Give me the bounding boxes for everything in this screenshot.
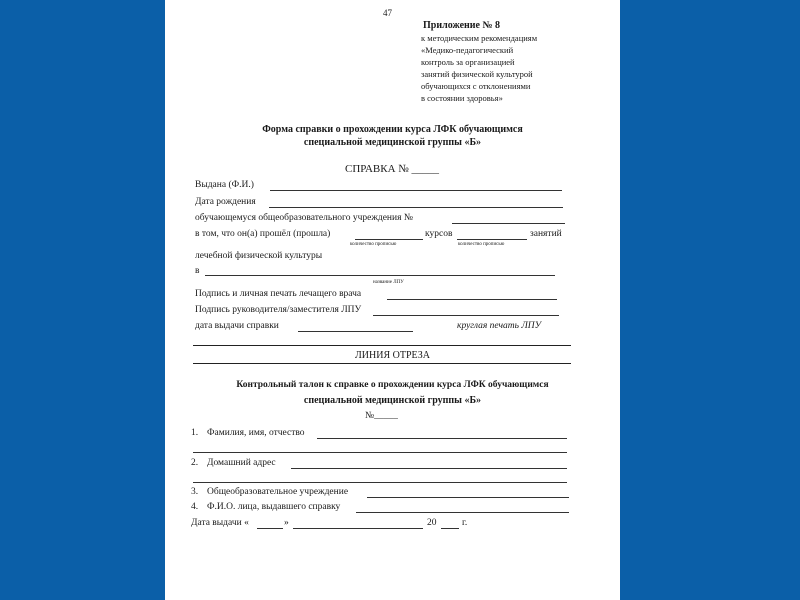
cut-rule-bottom [193,363,571,364]
stub-issue-year-prefix: 20 [427,518,437,528]
issued-to-field[interactable] [270,190,562,191]
stub-item-label: Домашний адрес [207,458,276,468]
stub-item-label: Ф.И.О. лица, выдавшего справку [207,502,341,512]
appendix-title: Приложение № 8 [423,20,501,31]
cut-line-label: ЛИНИЯ ОТРЕЗА [355,350,430,361]
stub-issue-date-suffix: г. [462,518,468,528]
lfk-label: лечебной физической культуры [195,251,323,261]
form-title: Форма справки о прохождении курса ЛФК обучающимся [262,124,523,135]
round-seal-label: круглая печать ЛПУ [457,321,542,331]
issue-month-field[interactable] [293,528,423,529]
home-address-field-2[interactable] [193,482,567,483]
stub-subtitle: специальной медицинской группы «Б» [303,395,482,406]
issue-day-field[interactable] [257,528,283,529]
full-name-field-2[interactable] [193,452,567,453]
lpu-field[interactable] [205,275,555,276]
institution-stub-field[interactable] [367,497,569,498]
appendix-line: занятий физической культурой [421,69,533,79]
stub-item-num: 3. [191,487,199,497]
stub-issue-date-prefix: Дата выдачи « [191,518,249,528]
in-label: в [195,266,200,276]
issuer-name-field[interactable] [356,512,569,513]
head-sign-label: Подпись руководителя/заместителя ЛПУ [195,305,362,315]
doctor-sign-field[interactable] [387,299,557,300]
doctor-sign-label: Подпись и личная печать лечащего врача [195,289,362,299]
appendix-line: «Медико-педагогический [421,45,514,55]
appendix-line: обучающихся с отклонениями [421,81,531,91]
birth-date-field[interactable] [269,207,563,208]
completed-label: в том, что он(а) прошёл (прошла) [195,229,331,239]
caption-sessions: количество прописью [458,242,505,247]
full-name-field[interactable] [317,438,567,439]
appendix-line: контроль за организацией [421,57,515,67]
birth-date-label: Дата рождения [195,197,256,207]
stub-number: №_____ [365,411,398,421]
courses-label: курсов [425,229,453,239]
head-sign-field[interactable] [373,315,559,316]
appendix-line: в состоянии здоровья» [421,93,503,103]
caption-courses: количество прописью [350,242,397,247]
issue-year-field[interactable] [441,528,459,529]
sessions-count-field[interactable] [457,239,527,240]
document-page [165,0,620,600]
home-address-field[interactable] [291,468,567,469]
stub-item-label: Общеобразовательное учреждение [207,487,349,497]
certificate-heading: СПРАВКА № _____ [345,163,440,175]
stub-title: Контрольный талон к справке о прохождении курса ЛФК обучающимся [236,380,549,390]
institution-field[interactable] [452,223,565,224]
sessions-label: занятий [530,229,562,239]
stub-item-num: 2. [191,458,199,468]
institution-label: обучающемуся общеобразовательного учреждения № [195,213,413,223]
cut-rule-top [193,345,571,346]
stub-item-label: Фамилия, имя, отчество [207,428,305,438]
stub-item-num: 4. [191,502,199,512]
appendix-line: к методическим рекомендациям [421,33,538,43]
stub-issue-date-mid: » [284,518,289,528]
stub-item-num: 1. [191,428,199,438]
issue-date-label: дата выдачи справки [195,321,279,331]
caption-lpu: название ЛПУ [373,280,404,285]
page-number: 47 [383,8,392,18]
form-subtitle: специальной медицинской группы «Б» [303,137,482,148]
courses-count-field[interactable] [355,239,423,240]
issue-date-field[interactable] [298,331,413,332]
issued-to-label: Выдана (Ф.И.) [195,180,254,190]
